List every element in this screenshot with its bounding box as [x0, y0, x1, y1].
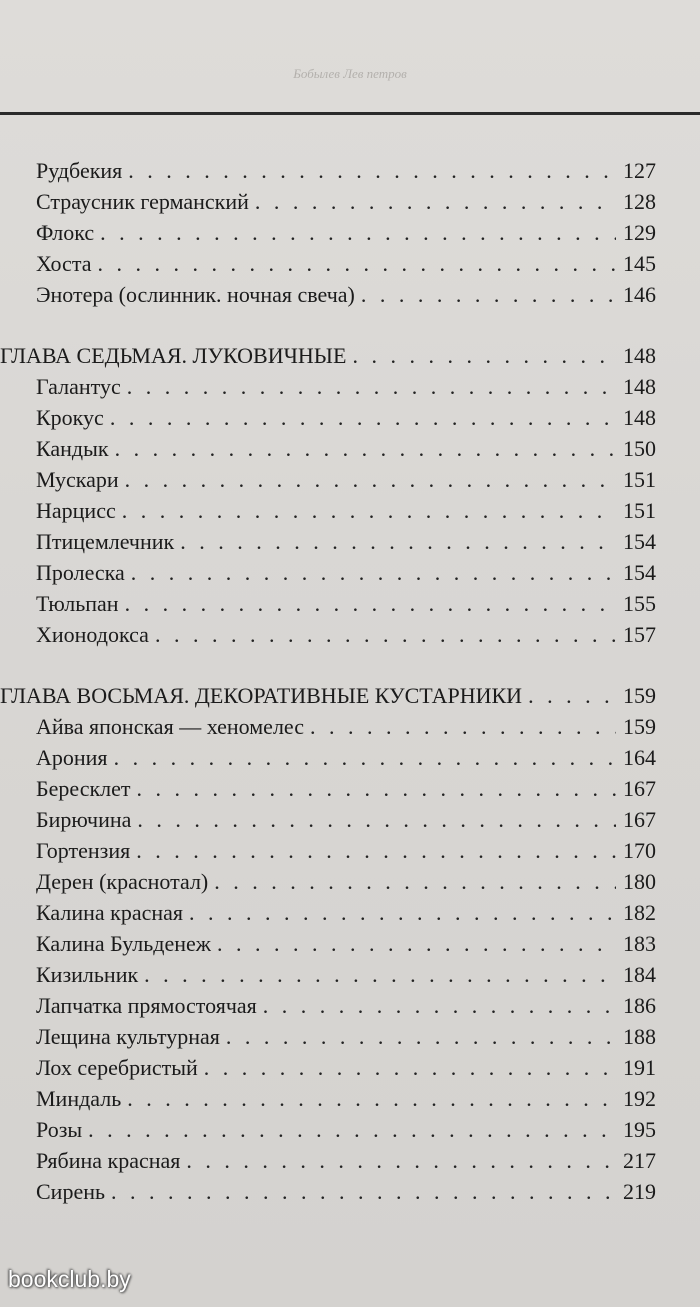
toc-entry-page-number: 182	[623, 900, 656, 925]
toc-entry[interactable]	[0, 1145, 700, 1176]
toc-entry-title: Нарцисс	[36, 498, 116, 523]
toc-entry-page-number: 145	[623, 251, 656, 276]
dot-leader	[115, 433, 616, 464]
toc-entry-page-number: 217	[623, 1148, 656, 1173]
toc-entry-title: Рудбекия	[36, 158, 123, 183]
toc-entry[interactable]	[0, 773, 700, 804]
toc-entry-title: Розы	[36, 1117, 83, 1142]
toc-entry-title: Дерен (краснотал)	[36, 869, 209, 894]
toc-entry-title: Рябина красная	[36, 1148, 181, 1173]
toc-entry[interactable]	[0, 588, 700, 619]
toc-entry-page-number: 188	[623, 1024, 656, 1049]
toc-entry-page-number: 146	[623, 282, 656, 307]
toc-entry-title: Галантус	[36, 374, 121, 399]
toc-entry[interactable]	[0, 248, 700, 279]
toc-group-bulbs	[0, 371, 700, 650]
chapter-title: ГЛАВА СЕДЬМАЯ. ЛУКОВИЧНЫЕ	[0, 343, 347, 368]
toc-entry-title: Энотера (ослинник. ночная свеча)	[36, 282, 355, 307]
toc-entry-title: Бересклет	[36, 776, 131, 801]
toc-entry-page-number: 195	[623, 1117, 656, 1142]
toc-group-perennials	[0, 155, 700, 310]
toc-entry-title: Лапчатка прямостоячая	[36, 993, 257, 1018]
toc-entry-title: Арония	[36, 745, 108, 770]
toc-entry[interactable]	[0, 557, 700, 588]
toc-entry[interactable]	[0, 804, 700, 835]
toc-entry[interactable]	[0, 186, 700, 217]
toc-entry-title: Калина красная	[36, 900, 184, 925]
running-head: Бобылев Лев петров	[293, 66, 407, 81]
toc-entry[interactable]	[0, 990, 700, 1021]
toc-entry-page-number: 150	[623, 436, 656, 461]
toc-entry-page-number: 148	[623, 405, 656, 430]
toc-entry-title: Миндаль	[36, 1086, 122, 1111]
toc-entry-title: Крокус	[36, 405, 104, 430]
toc-entry-title: Сирень	[36, 1179, 106, 1204]
dot-leader	[128, 155, 616, 186]
dot-leader	[361, 279, 616, 310]
toc-entry-page-number: 183	[623, 931, 656, 956]
dot-leader	[127, 371, 616, 402]
toc-entry-page-number: 151	[623, 498, 656, 523]
dot-leader	[204, 1052, 616, 1083]
toc-entry-page-number: 154	[623, 560, 656, 585]
toc-entry[interactable]	[0, 464, 700, 495]
toc-entry-page-number: 164	[623, 745, 656, 770]
dot-leader	[189, 897, 616, 928]
toc-entry[interactable]	[0, 402, 700, 433]
toc-entry-title: Тюльпан	[36, 591, 119, 616]
toc-entry-page-number: 154	[623, 529, 656, 554]
dot-leader	[88, 1114, 616, 1145]
toc-entry-page-number: 191	[623, 1055, 656, 1080]
toc-entry-page-number: 148	[623, 374, 656, 399]
chapter-title: ГЛАВА ВОСЬМАЯ. ДЕКОРАТИВНЫЕ КУСТАРНИКИ	[0, 683, 523, 708]
dot-leader	[122, 495, 616, 526]
toc-entry[interactable]	[0, 711, 700, 742]
toc-entry[interactable]	[0, 1052, 700, 1083]
toc-entry-title: Страусник германский	[36, 189, 249, 214]
dot-leader	[131, 557, 616, 588]
toc-entry-page-number: 170	[623, 838, 656, 863]
dot-leader	[97, 248, 616, 279]
toc-entry[interactable]	[0, 526, 700, 557]
section-gap	[0, 310, 700, 340]
toc-entry-title: Хионодокса	[36, 622, 149, 647]
toc-entry[interactable]	[0, 495, 700, 526]
toc-entry-title: Хоста	[36, 251, 92, 276]
toc-entry[interactable]	[0, 1083, 700, 1114]
toc-entry[interactable]	[0, 433, 700, 464]
dot-leader	[214, 866, 616, 897]
toc-entry-title: Лох серебристый	[36, 1055, 198, 1080]
dot-leader	[310, 711, 616, 742]
toc-entry-page-number: 167	[623, 807, 656, 832]
table-of-contents	[0, 155, 700, 1207]
dot-leader	[137, 804, 616, 835]
toc-entry-page-number: 129	[623, 220, 656, 245]
toc-entry-page-number: 151	[623, 467, 656, 492]
dot-leader	[255, 186, 616, 217]
toc-entry-title: Гортензия	[36, 838, 131, 863]
toc-entry-title: Пролеска	[36, 560, 125, 585]
dot-leader	[100, 217, 616, 248]
dot-leader	[186, 1145, 616, 1176]
toc-entry-page-number: 167	[623, 776, 656, 801]
toc-entry-page-number: 180	[623, 869, 656, 894]
toc-entry[interactable]	[0, 959, 700, 990]
dot-leader	[155, 619, 616, 650]
dot-leader	[114, 742, 616, 773]
toc-entry-title: Кизильник	[36, 962, 139, 987]
dot-leader	[144, 959, 616, 990]
dot-leader	[217, 928, 616, 959]
dot-leader	[137, 773, 616, 804]
toc-group-shrubs	[0, 711, 700, 1207]
toc-chapter-8[interactable]	[0, 680, 700, 711]
section-gap	[0, 650, 700, 680]
toc-entry-page-number: 128	[623, 189, 656, 214]
toc-entry[interactable]	[0, 897, 700, 928]
toc-entry-page-number: 159	[623, 714, 656, 739]
toc-entry-page-number: 155	[623, 591, 656, 616]
toc-entry-title: Мускари	[36, 467, 119, 492]
dot-leader	[263, 990, 616, 1021]
dot-leader	[226, 1021, 616, 1052]
toc-chapter-7[interactable]	[0, 340, 700, 371]
toc-entry[interactable]	[0, 866, 700, 897]
toc-entry-title: Айва японская — хеномелес	[36, 714, 305, 739]
chapter-page-number: 159	[623, 683, 656, 708]
toc-entry-page-number: 157	[623, 622, 656, 647]
toc-entry[interactable]	[0, 371, 700, 402]
toc-entry[interactable]	[0, 279, 700, 310]
dot-leader	[180, 526, 616, 557]
toc-entry[interactable]	[0, 155, 700, 186]
dot-leader	[111, 1176, 616, 1207]
dot-leader	[528, 680, 616, 711]
dot-leader	[352, 340, 616, 371]
dot-leader	[136, 835, 616, 866]
toc-entry[interactable]	[0, 1021, 700, 1052]
toc-entry[interactable]	[0, 742, 700, 773]
toc-entry-title: Лещина культурная	[36, 1024, 220, 1049]
toc-entry[interactable]	[0, 928, 700, 959]
toc-entry-title: Бирючина	[36, 807, 132, 832]
toc-entry-title: Флокс	[36, 220, 95, 245]
toc-entry[interactable]	[0, 835, 700, 866]
toc-entry-title: Кандык	[36, 436, 109, 461]
toc-entry-page-number: 186	[623, 993, 656, 1018]
toc-entry[interactable]	[0, 619, 700, 650]
watermark: bookclub.by	[8, 1266, 131, 1292]
dot-leader	[127, 1083, 616, 1114]
header-rule	[0, 112, 700, 115]
toc-entry-title: Калина Бульденеж	[36, 931, 211, 956]
toc-entry-page-number: 127	[623, 158, 656, 183]
toc-entry-title: Птицемлечник	[36, 529, 175, 554]
toc-entry-page-number: 219	[623, 1179, 656, 1204]
toc-entry-page-number: 192	[623, 1086, 656, 1111]
dot-leader	[125, 464, 616, 495]
dot-leader	[110, 402, 616, 433]
toc-entry-page-number: 184	[623, 962, 656, 987]
dot-leader	[125, 588, 616, 619]
chapter-page-number: 148	[623, 343, 656, 368]
toc-entry[interactable]	[0, 1176, 700, 1207]
toc-entry[interactable]	[0, 217, 700, 248]
toc-entry[interactable]	[0, 1114, 700, 1145]
